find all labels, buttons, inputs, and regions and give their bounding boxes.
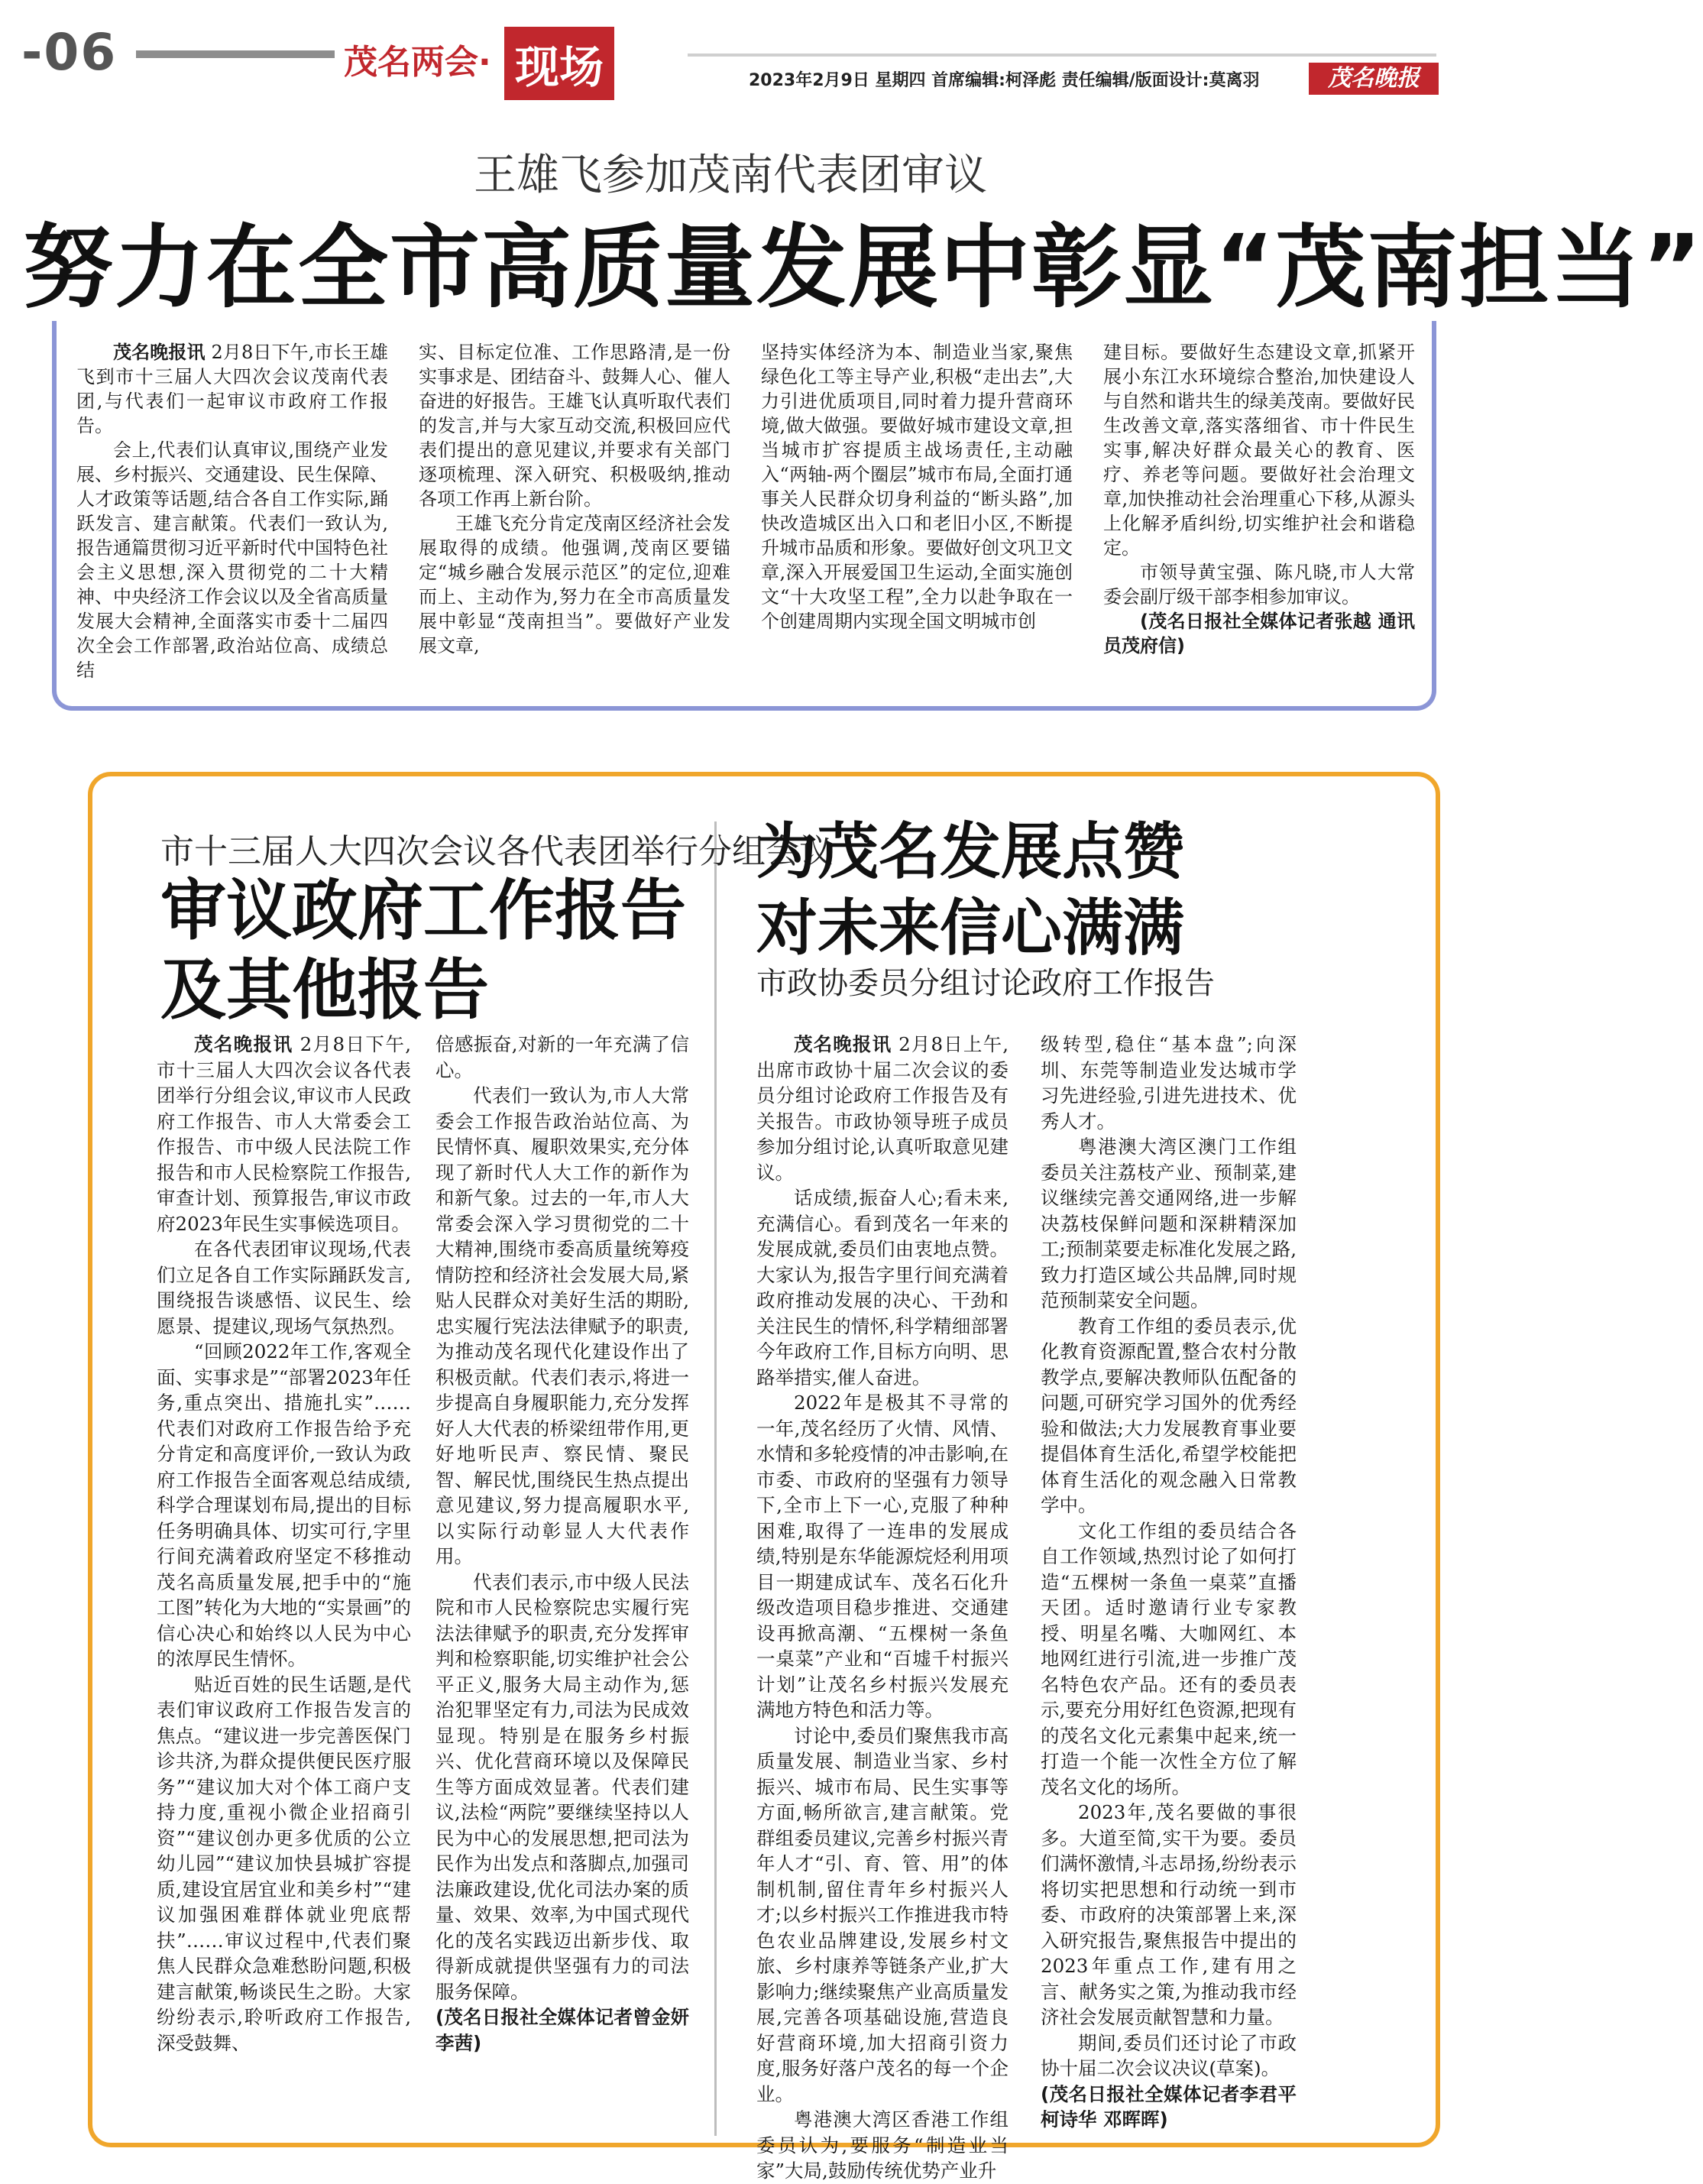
article2-paragraph: 茂名晚报讯 2月8日下午,市十三届人大四次会议各代表团举行分组会议,审议市人民政府工作报告、市人大常委会工作报告、市中级人民法院工作报告和市人民检察院工作报告,审查计划、预算报告,审议市政府2023年民生实事候选项目。: [157, 1033, 412, 1235]
article3-paragraph: 期间,委员们还讨论了市政协十届二次会议决议(草案)。: [1041, 2031, 1297, 2079]
article1-column-2: [419, 340, 730, 699]
article1-paragraph: 实、目标定位准、工作思路清,是一份实事求是、团结奋斗、鼓舞人心、催人奋进的好报告。王雄飞认真听取代表们的发言,并与大家互动交流,积极回应代表们提出的意见建议,并要求有关部门逐项梳理、深入研究、积极吸纳,推动各项工作再上新台阶。: [419, 342, 730, 510]
article2-column-1: [157, 1032, 411, 2140]
article2-paragraph: 在各代表团审议现场,代表们立足各自工作实际踊跃发言,围绕报告谈感悟、议民生、绘愿景、提建议,现场气氛热烈。: [157, 1238, 411, 1337]
article2-title-line-2: 及其他报告: [160, 952, 489, 1029]
page-number-rule: [136, 50, 335, 58]
article3-byline: 茂名晚报讯: [794, 1033, 892, 1055]
article1-paragraph: 王雄飞充分肯定茂南区经济社会发展取得的成绩。他强调,茂南区要锚定“城乡融合发展示范区”的定位,迎难而上、主动作为,努力在全市高质量发展中彰显“茂南担当”。要做好产业发展文章,: [419, 513, 730, 656]
article3-paragraph: 讨论中,委员们聚焦我市高质量发展、制造业当家、乡村振兴、城市布局、民生实事等方面,畅所欲言,建言献策。党群组委员建议,完善乡村振兴青年人才“引、育、管、用”的体制机制,留住青年乡村振兴人才;以乡村振兴工作推进我市特色农业品牌建设,发展乡村文旅、乡村康养等链条产业,扩大影响力;继续聚焦产业高质量发展,完善各项基础设施,营造良好营商环境,加大招商引资力度,服务好落户茂名的每一个企业。: [756, 1724, 1009, 2105]
article3-paragraph: 教育工作组的委员表示,优化教育资源配置,整合农村分散教学点,要解决教师队伍配备的问题,可研究学习国外的优秀经验和做法;大力发展教育事业要提倡体育生活化,希望学校能把体育生活化的观念融入日常教学中。: [1041, 1314, 1297, 1516]
article3-paragraph: 话成绩,振奋人心;看未来,充满信心。看到茂名一年来的发展成就,委员们由衷地点赞。大家认为,报告字里行间充满着政府推动发展的决心、干劲和关注民生的情怀,科学精细部署今年政府工作,目标方向明、思路举措实,催人奋进。: [756, 1187, 1009, 1388]
column-divider: [714, 821, 717, 2136]
article1-title: 努力在全市高质量发展中彰显“茂南担当”: [23, 215, 1703, 320]
article2-paragraph: 倍感振奋,对新的一年充满了信心。: [435, 1033, 689, 1081]
article2-paragraph: 代表们一致认为,市人大常委会工作报告政治站位高、为民情怀真、履职效果实,充分体现了新时代人大工作的新作为和新气象。过去的一年,市人大常委会深入学习贯彻党的二十大精神,围绕市委高质量统筹疫情防控和经济社会发展大局,紧贴人民群众对美好生活的期盼,忠实履行宪法法律赋予的职责,为推动茂名现代化建设作出了积极贡献。代表们表示,将进一步提高自身履职能力,充分发挥好人大代表的桥梁纽带作用,更好地听民声、察民情、聚民智、解民忧,围绕民生热点提出意见建议,努力提高履职水平,以实际行动彰显人大代表作用。: [435, 1084, 689, 1567]
article1-subtitle: 王雄飞参加茂南代表团审议: [474, 151, 987, 200]
article2-title-line-1: 审议政府工作报告: [160, 873, 686, 949]
article3-title-line-1: 为茂名发展点赞: [756, 816, 1184, 887]
article1-paragraph: 坚持实体经济为本、制造业当家,聚焦绿色化工等主导产业,积极“走出去”,大力引进优质项目,同时着力提升营商环境,做大做强。要做好城市建设文章,担当城市扩容提质主战场责任,主动融入“两轴-两个圈层”城市布局,全面打通事关人民群众切身利益的“断头路”,加快改造城区出入口和老旧小区,不断提升城市品质和形象。要做好创文巩卫文章,深入开展爱国卫生运动,全面实施创文“十大攻坚工程”,全力以赴争取在一个创建周期内实现全国文明城市创: [761, 342, 1073, 632]
article1-byline: 茂名晚报讯: [113, 342, 206, 363]
article2-paragraph: 代表们表示,市中级人民法院和市人民检察院忠实履行宪法法律赋予的职责,充分发挥审判和检察职能,切实维护社会公平正义,服务大局主动作为,惩治犯罪坚定有力,司法为民成效显现。特别是在服务乡村振兴、优化营商环境以及保障民生等方面成效显著。代表们建议,法检“两院”要继续坚持以人民为中心的发展思想,把司法为民作为出发点和落脚点,加强司法廉政建设,优化司法办案的质量、效果、效率,为中国式现代化的茂名实践迈出新步伐、取得新成就提供坚强有力的司法服务保障。: [435, 1570, 689, 2003]
article2-credit: (茂名日报社全媒体记者曾金妍 李茜): [435, 2006, 689, 2054]
section-name: 茂名两会·: [344, 43, 491, 82]
article2-paragraph: 贴近百姓的民生话题,是代表们审议政府工作报告发言的焦点。“建议进一步完善医保门诊共济,为群众提供便民医疗服务”“建议加大对个体工商户支持力度,重视小微企业招商引资”“建议创办更多优质的公立幼儿园”“建议加快县城扩容提质,建设宜居宜业和美乡村”“建议加强困难群体就业兜底帮扶”……审议过程中,代表们聚焦人民群众急难愁盼问题,积极建言献策,畅谈民生之盼。大家纷纷表示,聆听政府工作报告,深受鼓舞、: [157, 1673, 411, 2054]
article1-column-4: [1103, 340, 1415, 699]
masthead: [0, 0, 1454, 126]
newspaper-logo: 茂名晚报: [1309, 63, 1439, 95]
article3-title-line-2: 对未来信心满满: [756, 893, 1184, 964]
article1-credit: (茂名日报社全媒体记者张越 通讯员茂府信): [1103, 611, 1415, 656]
article3-paragraph: 文化工作组的委员结合各自工作领域,热烈讨论了如何打造“五棵树一条鱼一桌菜”直播天团。适时邀请行业专家教授、明星名嘴、大咖网红、本地网红进行引流,进一步推广茂名特色农产品。还有的委员表示,要充分用好红色资源,把现有的茂名文化元素集中起来,统一打造一个能一次性全方位了解茂名文化的场所。: [1041, 1519, 1297, 1798]
article1-paragraph: 茂名晚报讯 2月8日下午,市长王雄飞到市十三届人大四次会议茂南代表团,与代表们一起审议市政府工作报告。: [76, 342, 388, 436]
page-number: -06: [21, 23, 118, 82]
article3-paragraph: 2022年是极其不寻常的一年,茂名经历了火情、风情、水情和多轮疫情的冲击影响,在市委、市政府的坚强有力领导下,全市上下一心,克服了种种困难,取得了一连串的发展成绩,特别是东华能源烷烃利用项目一期建成试车、茂名石化升级改造项目稳步推进、交通建设再掀高潮、“五棵树一条鱼一桌菜”产业和“百墟千村振兴计划”让茂名乡村振兴发展充满地方特色和活力等。: [756, 1392, 1009, 1721]
header-rule: [688, 53, 1436, 57]
article3-paragraph: 粤港澳大湾区澳门工作组委员关注荔枝产业、预制菜,建议继续完善交通网络,进一步解决荔枝保鲜问题和深耕精深加工;预制菜要走标准化发展之路,致力打造区域公共品牌,同时规范预制菜安全问题。: [1041, 1136, 1297, 1311]
article1-column-1: [76, 340, 388, 699]
article3-paragraph: 2023年,茂名要做的事很多。大道至简,实干为要。委员们满怀激情,斗志昂扬,纷纷表示将切实把思想和行动统一到市委、市政府的决策部署上来,深入研究报告,聚焦报告中提出的2023年重点工作,建有用之言、献务实之策,为推动我市经济社会发展贡献智慧和力量。: [1041, 1801, 1297, 2028]
article3-paragraph: 级转型,稳住“基本盘”;向深圳、东莞等制造业发达城市学习先进经验,引进先进技术、优秀人才。: [1041, 1033, 1297, 1133]
article3-paragraph: 茂名晚报讯 2月8日上午,出席市政协十届二次会议的委员分组讨论政府工作报告及有关报告。市政协领导班子成员参加分组讨论,认真听取意见建议。: [756, 1033, 1009, 1184]
article2-byline: 茂名晚报讯: [194, 1033, 293, 1055]
article2-kicker: 市十三届人大四次会议各代表团举行分组会议: [160, 832, 833, 871]
article2-column-2: [435, 1032, 689, 2140]
article1-paragraph: 市领导黄宝强、陈凡晓,市人大常委会副厅级干部李相参加审议。: [1103, 562, 1415, 608]
article1-body: [76, 340, 1421, 699]
section-badge: 现场: [504, 27, 614, 100]
article3-credit: (茂名日报社全媒体记者李君平 柯诗华 邓晖晖): [1041, 2082, 1297, 2131]
article1-paragraph: 建目标。要做好生态建设文章,抓紧开展小东江水环境综合整治,加快建设人与自然和谐共生的绿美茂南。要做好民生改善文章,落实落细省、市十件民生实事,解决好群众最关心的教育、医疗、养老等问题。要做好社会治理文章,加快推动社会治理重心下移,从源头上化解矛盾纠纷,切实维护社会和谐稳定。: [1103, 342, 1415, 559]
article1-column-3: [761, 340, 1073, 699]
article3-subtitle: 市政协委员分组讨论政府工作报告: [756, 966, 1215, 1001]
article3-title: [756, 814, 1184, 967]
article3-column-2: [1041, 1032, 1297, 2140]
article3-paragraph: 粤港澳大湾区香港工作组委员认为,要服务“制造业当家”大局,鼓励传统优势产业升: [756, 2108, 1009, 2182]
article3-column-1: [756, 1032, 1009, 2182]
article2-title: [160, 871, 686, 1030]
article2-paragraph: “回顾2022年工作,客观全面、实事求是”“部署2023年任务,重点突出、措施扎实”……代表们对政府工作报告给予充分肯定和高度评价,一致认为政府工作报告全面客观总结成绩,科学合理谋划布局,提出的目标任务明确具体、切实可行,字里行间充满着政府坚定不移推动茂名高质量发展,把手中的“施工图”转化为大地的“实景画”的信心决心和始终以人民为中心的浓厚民生情怀。: [157, 1340, 411, 1670]
issue-date-line: 2023年2月9日 星期四 首席编辑:柯泽彪 责任编辑/版面设计:莫离羽: [749, 71, 1260, 90]
article1-paragraph: 会上,代表们认真审议,围绕产业发展、乡村振兴、交通建设、民生保障、人才政策等话题,结合各自工作实际,踊跃发言、建言献策。代表们一致认为,报告通篇贯彻习近平新时代中国特色社会主义思想,深入贯彻党的二十大精神、中央经济工作会议以及全省高质量发展大会精神,全面落实市委十二届四次全会工作部署,政治站位高、成绩总结: [76, 439, 388, 681]
